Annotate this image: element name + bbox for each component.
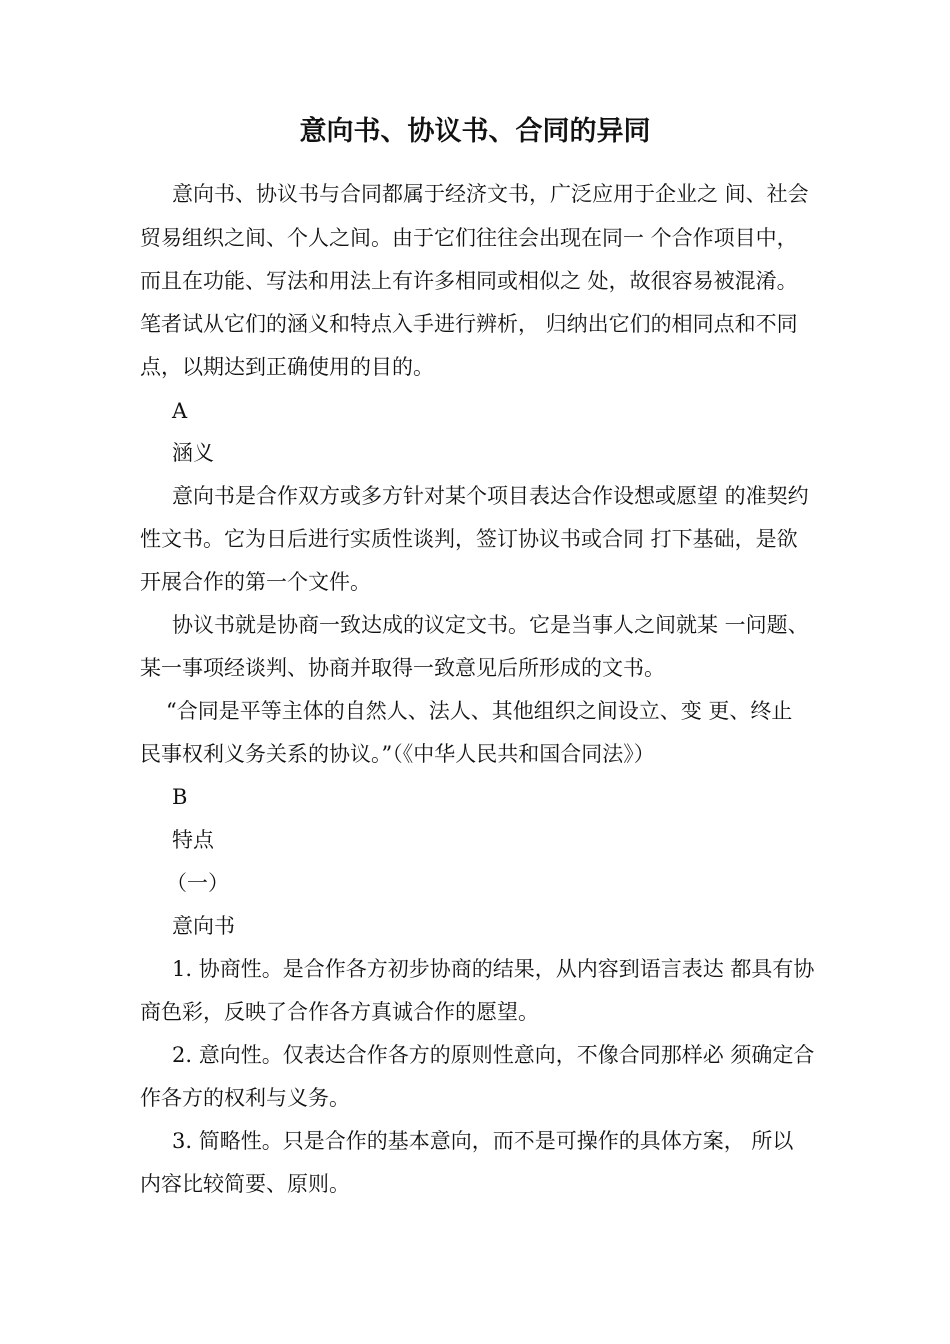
section-a-label: A <box>172 399 188 423</box>
contract-quote-line-1: “合同是平等主体的自然人、法人、其他组织之间设立、变 更、终止 <box>166 699 793 723</box>
feature-1-line-2: 商色彩，反映了合作各方真诚合作的愿望。 <box>140 1000 539 1024</box>
subsection-label-one: （一） <box>166 871 229 895</box>
document-title: 意向书、协议书、合同的异同 <box>299 116 651 147</box>
meaning-line-1: 意向书是合作双方或多方针对某个项目表达合作设想或愿望 的准契约 <box>172 484 809 508</box>
feature-2-line-1: 2. 意向性。仅表达合作各方的原则性意向，不像合同那样必 须确定合 <box>172 1043 815 1067</box>
subsection-heading-letter-of-intent: 意向书 <box>172 914 235 938</box>
meaning-line-3: 开展合作的第一个文件。 <box>140 570 371 594</box>
section-b-label: B <box>172 785 188 809</box>
agreement-line-2: 某一事项经谈判、协商并取得一致意见后所形成的文书。 <box>140 656 665 680</box>
feature-3-line-2: 内容比较简要、原则。 <box>140 1172 350 1196</box>
feature-2-line-2: 作各方的权利与义务。 <box>140 1086 350 1110</box>
intro-line-3: 而且在功能、写法和用法上有许多相同或相似之 处，故很容易被混淆。 <box>140 269 798 293</box>
section-heading-features: 特点 <box>172 828 214 852</box>
meaning-line-2: 性文书。它为日后进行实质性谈判，签订协议书或合同 打下基础，是欲 <box>140 527 798 551</box>
feature-3-line-1: 3. 简略性。只是合作的基本意向，而不是可操作的具体方案， 所以 <box>172 1129 794 1153</box>
feature-1-line-1: 1. 协商性。是合作各方初步协商的结果，从内容到语言表达 都具有协 <box>172 957 815 981</box>
intro-line-4: 笔者试从它们的涵义和特点入手进行辨析， 归纳出它们的相同点和不同 <box>140 312 798 336</box>
contract-quote-line-2: 民事权利义务关系的协议。”（《中华人民共和国合同法》） <box>140 742 655 766</box>
intro-line-5: 点，以期达到正确使用的目的。 <box>140 355 434 379</box>
section-heading-meaning: 涵义 <box>172 441 214 465</box>
intro-line-2: 贸易组织之间、个人之间。由于它们往往会出现在同一 个合作项目中， <box>140 226 798 250</box>
intro-line-1: 意向书、协议书与合同都属于经济文书，广泛应用于企业之 间、社会 <box>172 182 809 206</box>
agreement-line-1: 协议书就是协商一致达成的议定文书。它是当事人之间就某 一问题、 <box>172 613 809 637</box>
